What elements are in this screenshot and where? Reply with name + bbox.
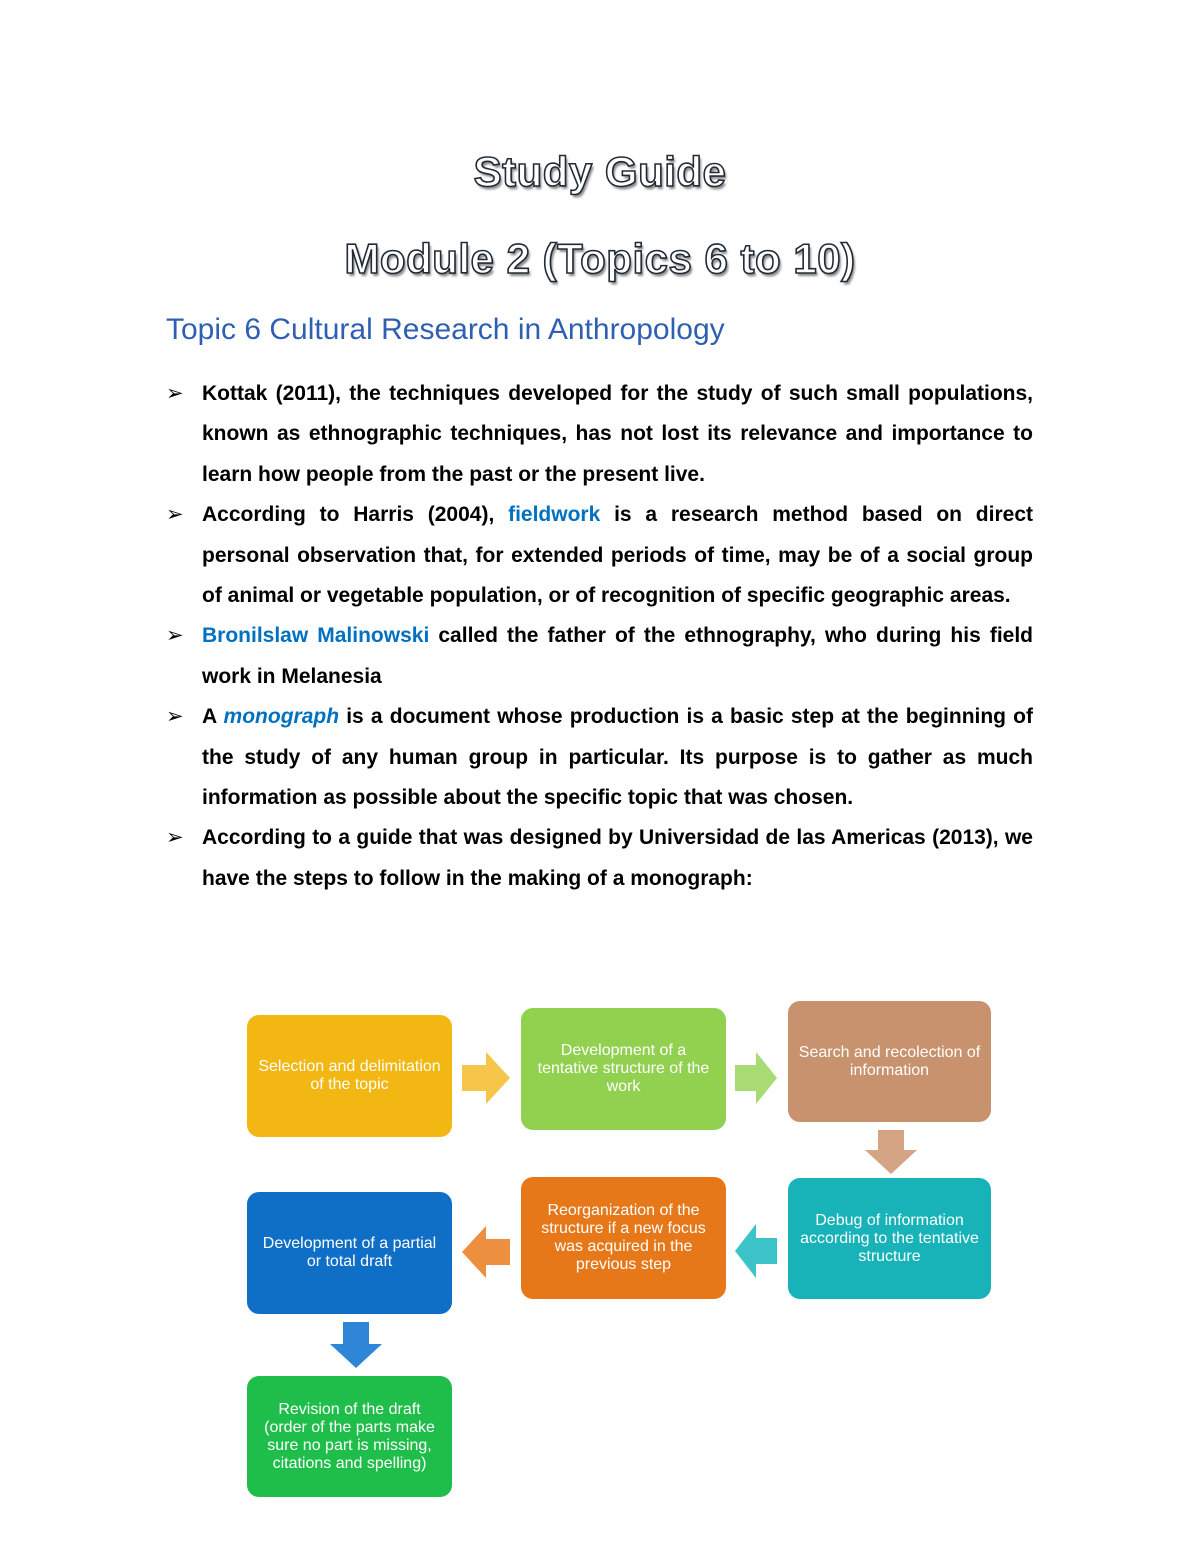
step-box: Reorganization of the structure if a new focus was acquired in the previous step (521, 1177, 726, 1299)
bullet-item (166, 818, 1033, 899)
step-box: Development of a partial or total draft (247, 1192, 452, 1314)
bullet-item (166, 697, 1033, 818)
bullet-text: A (202, 705, 224, 729)
arrow-left-icon (735, 1224, 777, 1278)
bullet-item (166, 495, 1033, 616)
arrow-bullet-icon: ➢ (166, 624, 184, 648)
bullet-text: is a document whose production is a basic step at the beginning of the study of any human group in particular. Its purpose is to gather as much information as possible about the specific topic that was chosen. (202, 705, 1033, 810)
step-box: Development of a tentative structure of the work (521, 1008, 726, 1130)
step-box: Search and recolection of information (788, 1001, 991, 1122)
arrow-left-icon (462, 1226, 510, 1278)
arrow-down-icon (330, 1322, 382, 1368)
arrow-right-icon (735, 1052, 777, 1104)
bullet-item (166, 374, 1033, 495)
step-box: Revision of the draft (order of the parts make sure no part is missing, citations and spelling) (247, 1376, 452, 1497)
arrow-down-icon (865, 1130, 917, 1174)
arrow-bullet-icon: ➢ (166, 826, 184, 850)
bullet-item (166, 616, 1033, 697)
bullet-list (166, 374, 1033, 899)
arrow-bullet-icon: ➢ (166, 382, 184, 405)
highlight-term: fieldwork (508, 503, 601, 527)
highlight-term: monograph (223, 705, 340, 729)
bullet-text: Kottak (2011), the techniques developed for the study of such small populations, known as ethnographic techniques, has not lost its relevance and importance to learn how people from the past or the present live. (202, 382, 1033, 486)
arrow-bullet-icon: ➢ (166, 503, 184, 527)
page-title: Study Guide (473, 148, 727, 195)
highlight-term: Bronilslaw Malinowski (202, 624, 430, 648)
arrow-bullet-icon: ➢ (166, 705, 184, 729)
page-subtitle: Module 2 (Topics 6 to 10) (344, 235, 856, 282)
step-box: Debug of information according to the tentative structure (788, 1178, 991, 1299)
arrow-right-icon (462, 1052, 510, 1104)
bullet-text: is a research method based on direct personal observation that, for extended periods of time, may be of a social group of animal or vegetable population, or of recognition of specific geographic areas. (202, 503, 1033, 608)
bullet-text: called the father of the ethnography, who during his field work in Melanesia (202, 624, 1033, 688)
step-box: Selection and delimitation of the topic (247, 1015, 452, 1137)
topic-heading: Topic 6 Cultural Research in Anthropology (166, 313, 725, 346)
bullet-text: According to a guide that was designed by Universidad de las Americas (2013), we have the steps to follow in the making of a monograph: (202, 826, 1033, 890)
bullet-text: According to Harris (2004), (202, 503, 509, 527)
